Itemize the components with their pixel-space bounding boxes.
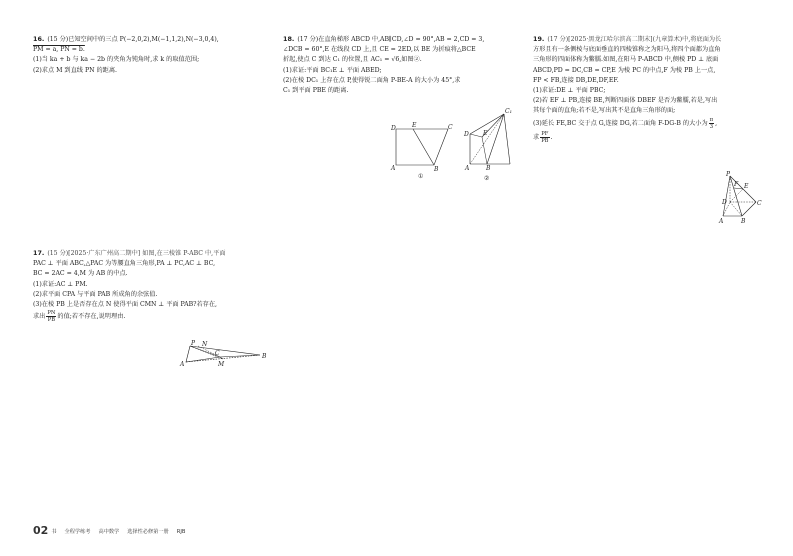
label-D: D xyxy=(722,199,727,206)
footer-text: 全程学练考 xyxy=(64,529,91,535)
label-B: B xyxy=(486,165,491,172)
page-footer xyxy=(33,524,185,537)
problem-text: (15 分)已知空间中的三点 P(−2,0,2),M(−1,1,2),N(−3,0,4), xyxy=(47,36,219,43)
problem-text: 的值;若不存在,说明理由. xyxy=(57,313,126,321)
problem-text: 三角形的四面体称为鳖臑.如图,在阳马 P-ABCD 中,侧棱 PD ⊥ 底面 xyxy=(533,56,719,64)
label-E: E xyxy=(483,130,488,137)
problem-text: PAC ⊥ 平面 ABC,△PAC 为等腰直角三角形,PA ⊥ PC,AC ⊥ BC, xyxy=(33,260,216,268)
problem-text: C₁ 到平面 PBE 的距离. xyxy=(283,87,349,95)
label-A: A xyxy=(180,361,185,368)
problem-18 xyxy=(283,34,484,96)
label-M: M xyxy=(218,361,225,368)
problem-text: (17 分)[2025·黑龙江哈尔滨高二期末](九章算术)中,将底面为长 xyxy=(547,36,722,43)
problem-text: (2)求平面 CPA 与平面 PAB 所成角的余弦值. xyxy=(33,290,158,298)
label-E: E xyxy=(744,183,749,190)
problem-text: (3)延长 FE,BC 交于点 G,连接 DG,若二面角 F-DG-B 的大小为 xyxy=(533,119,708,127)
problem-text: (1)求证:AC ⊥ PM. xyxy=(33,280,88,288)
problem-text: 求出 xyxy=(33,313,46,321)
label-D: D xyxy=(391,125,396,132)
label-F: F xyxy=(734,181,739,188)
problem-text: (2)求点 M 到直线 PN 的距离. xyxy=(33,66,118,74)
problem-text: 方形且有一条侧棱与底面垂直的四棱锥称之为阳马,将四个面都为直角 xyxy=(533,46,721,54)
problem-number: 18. xyxy=(283,35,295,43)
footer-text: 书 xyxy=(51,529,57,535)
label-D: D xyxy=(464,131,469,138)
problem-16 xyxy=(33,34,219,76)
problem-19 xyxy=(533,34,721,145)
figure-caption: ② xyxy=(484,175,490,182)
fraction: $\frac{PF}{PB}$ xyxy=(541,130,549,144)
problem-number: 19. xyxy=(533,35,545,43)
label-C: C xyxy=(215,350,220,357)
footer-text: 高中数学 xyxy=(98,529,120,535)
fraction: $\frac{\pi}{3}$ xyxy=(709,116,714,130)
fraction: $\frac{PN}{PB}$ xyxy=(47,310,56,324)
label-B: B xyxy=(434,166,439,173)
problem-text: (2)在棱 DC₁ 上存在点 P,使得锐二面角 P-BE-A 的大小为 45°,求 xyxy=(283,76,461,84)
label-C: C xyxy=(757,200,762,207)
problem-text: ABCD,PD = DC,CB = CP,E 为棱 PC 的中点,F 为棱 PB 上一点, xyxy=(533,66,716,74)
figure-18-folded xyxy=(462,104,522,180)
problem-text: ∠DCB = 60°,E 在线段 CD 上,且 CE = 2ED,以 BE 为折痕将△BCE xyxy=(283,46,476,54)
problem-text: 折起,使点 C 到达 C₁ 的位置,且 AC₁ = √6,如图②. xyxy=(283,56,422,64)
label-A: A xyxy=(465,165,470,172)
problem-text: (1)求证:DE ⊥ 平面 PBC; xyxy=(533,87,606,95)
problem-text: (2)若 EF ⊥ PB,连接 BE,判断四面体 DBEF 是否为鳖臑,若是,写出 xyxy=(533,97,718,105)
problem-text: (1)求证:平面 BC₁E ⊥ 平面 ABED; xyxy=(283,66,382,74)
label-C1: C₁ xyxy=(505,108,512,115)
problem-number: 17. xyxy=(33,249,45,257)
problem-text: (1)当 ka + b 与 ka − 2b 的夹角为钝角时,求 k 的取值范围; xyxy=(33,56,200,64)
problem-17 xyxy=(33,248,226,324)
problem-text: . xyxy=(550,133,553,141)
label-E: E xyxy=(412,122,417,129)
problem-number: 16. xyxy=(33,35,45,43)
page-number: 02 xyxy=(33,524,49,537)
problem-text: BC = 2AC = 4,M 为 AB 的中点. xyxy=(33,270,128,278)
problem-text: (17 分)在直角梯形 ABCD 中,AB∥CD,∠D = 90°,AB = 2,CD = 3, xyxy=(297,36,485,43)
figure-caption: ① xyxy=(418,173,424,180)
problem-text: 其每个面的直角;若不是,写出其不是直角三角形的面; xyxy=(533,107,676,115)
problem-text: PM = a, PN = b. xyxy=(33,46,85,54)
figure-19-pyramid xyxy=(718,170,778,228)
figure-17-tetrahedron xyxy=(180,338,270,372)
problem-text: (3)在棱 PB 上是否存在点 N 使得平面 CMN ⊥ 平面 PAB?若存在, xyxy=(33,301,218,309)
footer-text: RJB xyxy=(176,529,186,535)
label-P: P xyxy=(191,340,196,347)
problem-text: FP < FB,连接 DB,DE,DF,EF. xyxy=(533,76,619,84)
label-N: N xyxy=(202,341,208,348)
label-B: B xyxy=(741,218,746,225)
footer-text: 选择性必修第一册 xyxy=(127,529,169,535)
label-A: A xyxy=(391,165,396,172)
label-B: B xyxy=(262,353,267,360)
label-P: P xyxy=(726,171,731,178)
figure-18-trapezoid xyxy=(388,120,458,180)
problem-text: , xyxy=(715,119,718,127)
label-C: C xyxy=(448,124,453,131)
problem-text: 求 xyxy=(533,133,540,141)
problem-text: (15 分)[2025·广东广州高二期中] 如图,在三棱锥 P-ABC 中,平面 xyxy=(47,250,226,257)
label-A: A xyxy=(719,218,724,225)
